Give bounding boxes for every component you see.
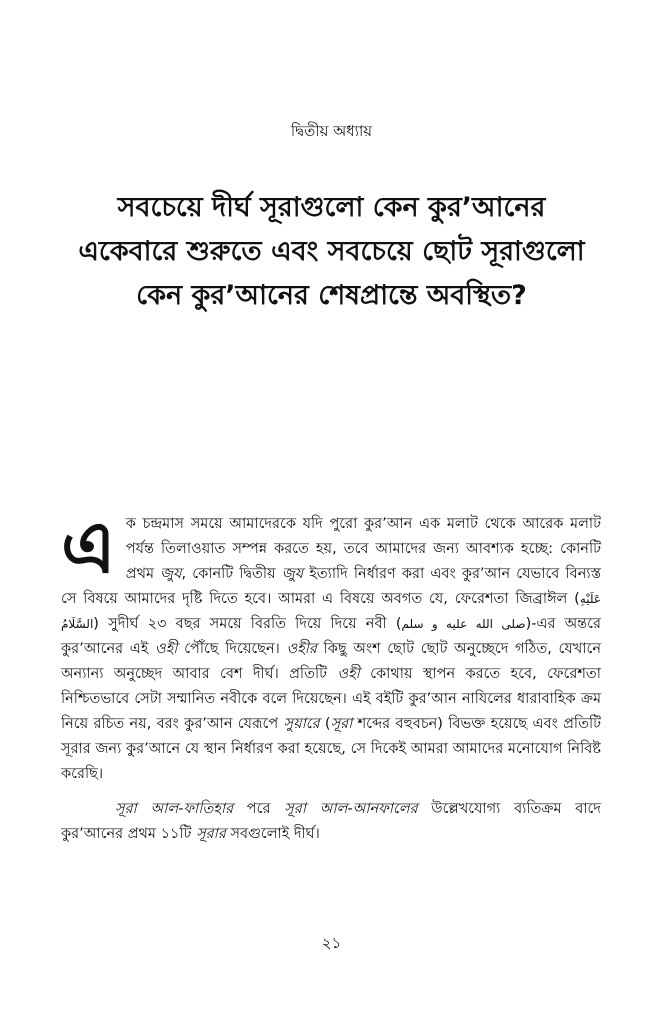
chapter-title [40, 186, 623, 318]
drop-cap: এ [61, 504, 116, 589]
term-fatiha: সূরা আল-ফাতিহার [115, 801, 234, 817]
term-surar: সূরার [196, 826, 226, 842]
body-text [61, 504, 601, 847]
term-wahir: ওহীর [286, 641, 317, 657]
term-juz: জুয [160, 566, 182, 582]
term-anfal: সূরা আল-আনফালের [284, 801, 418, 817]
paragraph-2: সূরা আল-ফাতিহার পরে সূরা আল-আনফালের উল্লেখযোগ্য ব্যতিক্রম বাদে কুর’আনের প্রথম ১১টি সূরার সবগুলোই দীর্ঘ। [61, 801, 601, 842]
arabic-salam: عَلَيْهِ السَّلَامُ [61, 592, 601, 631]
arabic-pbuh: صلى الله عليه و سلم [401, 617, 526, 631]
chapter-title-line-1: সবচেয়ে দীর্ঘ সূরাগুলো কেন কুর’আনের [117, 192, 546, 223]
chapter-label: দ্বিতীয় অধ্যায় [290, 122, 373, 140]
term-wahi-2: ওহী [337, 666, 360, 682]
term-wahi: ওহী [154, 641, 178, 657]
chapter-title-line-2: একেবারে শুরুতে এবং সবচেয়ে ছোট সূরাগুলো [78, 236, 585, 267]
page-number: ২১ [321, 934, 342, 952]
term-juz-2: জুয [281, 566, 304, 582]
term-suyare: সুয়ারে [283, 716, 320, 732]
paragraph-1: এক চন্দ্রমাস সময়ে আমাদেরকে যদি পুরো কুর’আন এক মলাট থেকে আরেক মলাট পর্যন্ত তিলাওয়াত সম্পন্ন করতে হয়, তবে আমাদের জন্য আবশ্যক হচ্ছে: কোনটি প্রথম জুয, কোনটি দ্বিতীয় জুয ইত্যাদি নির্ধারণ করা এবং কুর’আন যেভাবে বিন্যস্ত সে বিষয়ে আমাদের দৃষ্টি দিতে হবে। আমরা এ বিষয়ে অবগত যে, ফেরেশতা জিব্রাঈল (عَلَيْهِ السَّلَامُ) সুদীর্ঘ ২৩ বছর সময়ে বিরতি দিয়ে দিয়ে নবী (صلى الله عليه و سلم)-এর অন্তরে কুর’আনের এই ওহী পৌঁছে দিয়েছেন। ওহীর কিছু অংশ ছোট ছোট অনুচ্ছেদে গঠিত, যেখানে অন্যান্য অনুচ্ছেদ আবার বেশ দীর্ঘ। প্রতিটি ওহী কোথায় স্থাপন করতে হবে, ফেরেশতা নিশ্চিতভাবে সেটা সম্মানিত নবীকে বলে দিয়েছেন। এই বইটি কুর’আন নাযিলের ধারাবাহিক ক্রম নিয়ে রচিত নয়, বরং কুর’আন যেরূপে সুয়ারে (সূরা শব্দের বহুবচন) বিভক্ত হয়েছে এবং প্রতিটি সূরার জন্য কুর’আনে যে স্থান নির্ধারণ করা হয়েছে, সে দিকেই আমরা আমাদের মনোযোগ নিবিষ্ট করেছি। [61, 504, 601, 782]
chapter-title-line-3: কেন কুর’আনের শেষপ্রান্তে অবস্থিত? [136, 280, 527, 311]
term-sura: সূরা [330, 716, 353, 732]
